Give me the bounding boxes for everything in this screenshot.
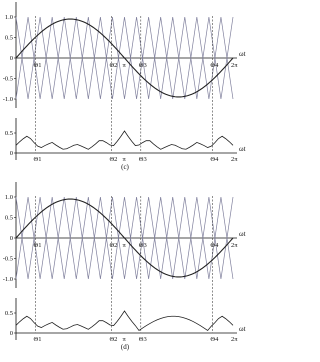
main-time-label: π — [122, 242, 126, 249]
sub-ytick-label: 0.5 — [4, 310, 13, 317]
main-time-label: Θ3 — [138, 242, 147, 249]
main-time-label: Θ2 — [109, 242, 118, 249]
main-ytick-label: 1.0 — [4, 14, 13, 21]
panel-caption: (d) — [120, 343, 130, 351]
main-ytick-label: 0.5 — [4, 214, 13, 222]
sub-time-label: Θ1 — [33, 156, 42, 163]
sub-time-label: Θ2 — [109, 336, 118, 343]
main-ytick-label: -1.0 — [2, 276, 13, 283]
sub-time-label: Θ1 — [33, 336, 42, 343]
main-time-label: Θ1 — [33, 62, 42, 69]
sub-time-label: π — [122, 156, 126, 163]
main-time-label: Θ4 — [210, 62, 219, 69]
main-ytick-label: 0.5 — [4, 34, 13, 42]
sub-ytick-label: 0 — [9, 330, 13, 337]
main-time-label: 2π — [231, 242, 238, 249]
main-ytick-label: 1.0 — [4, 194, 13, 201]
main-axis-label: ωt — [239, 230, 246, 238]
sub-axis-label: ωt — [239, 145, 246, 153]
main-time-label: π — [122, 62, 126, 69]
sub-time-label: Θ3 — [138, 156, 147, 163]
sub-time-label: π — [122, 336, 126, 343]
lower-waveform — [16, 311, 233, 331]
sub-ytick-label: 0 — [9, 150, 13, 157]
sub-time-label: 2π — [231, 336, 238, 343]
sub-time-label: Θ4 — [210, 336, 219, 343]
main-axis-label: ωt — [239, 50, 246, 58]
main-time-label: Θ2 — [109, 62, 118, 69]
panel-caption: (c) — [121, 163, 129, 171]
panel-c — [3, 2, 246, 171]
sub-time-label: Θ2 — [109, 156, 118, 163]
sub-axis-label: ωt — [239, 325, 246, 333]
sub-time-label: Θ3 — [138, 336, 147, 343]
main-ytick-label: -0.5 — [2, 75, 13, 83]
main-time-label: Θ4 — [210, 242, 219, 249]
main-time-label: 2π — [231, 62, 238, 69]
sub-time-label: 2π — [231, 156, 238, 163]
main-time-label: Θ3 — [138, 62, 147, 69]
main-ytick-label: 0 — [9, 235, 13, 242]
sub-time-label: Θ4 — [210, 156, 219, 163]
main-ytick-label: -0.5 — [2, 255, 13, 263]
main-time-label: Θ1 — [33, 242, 42, 249]
main-ytick-label: -1.0 — [2, 96, 13, 103]
lower-waveform — [16, 131, 233, 149]
main-ytick-label: 0 — [9, 55, 13, 62]
sub-ytick-label: 0.5 — [4, 130, 13, 137]
panel-d — [3, 182, 246, 351]
